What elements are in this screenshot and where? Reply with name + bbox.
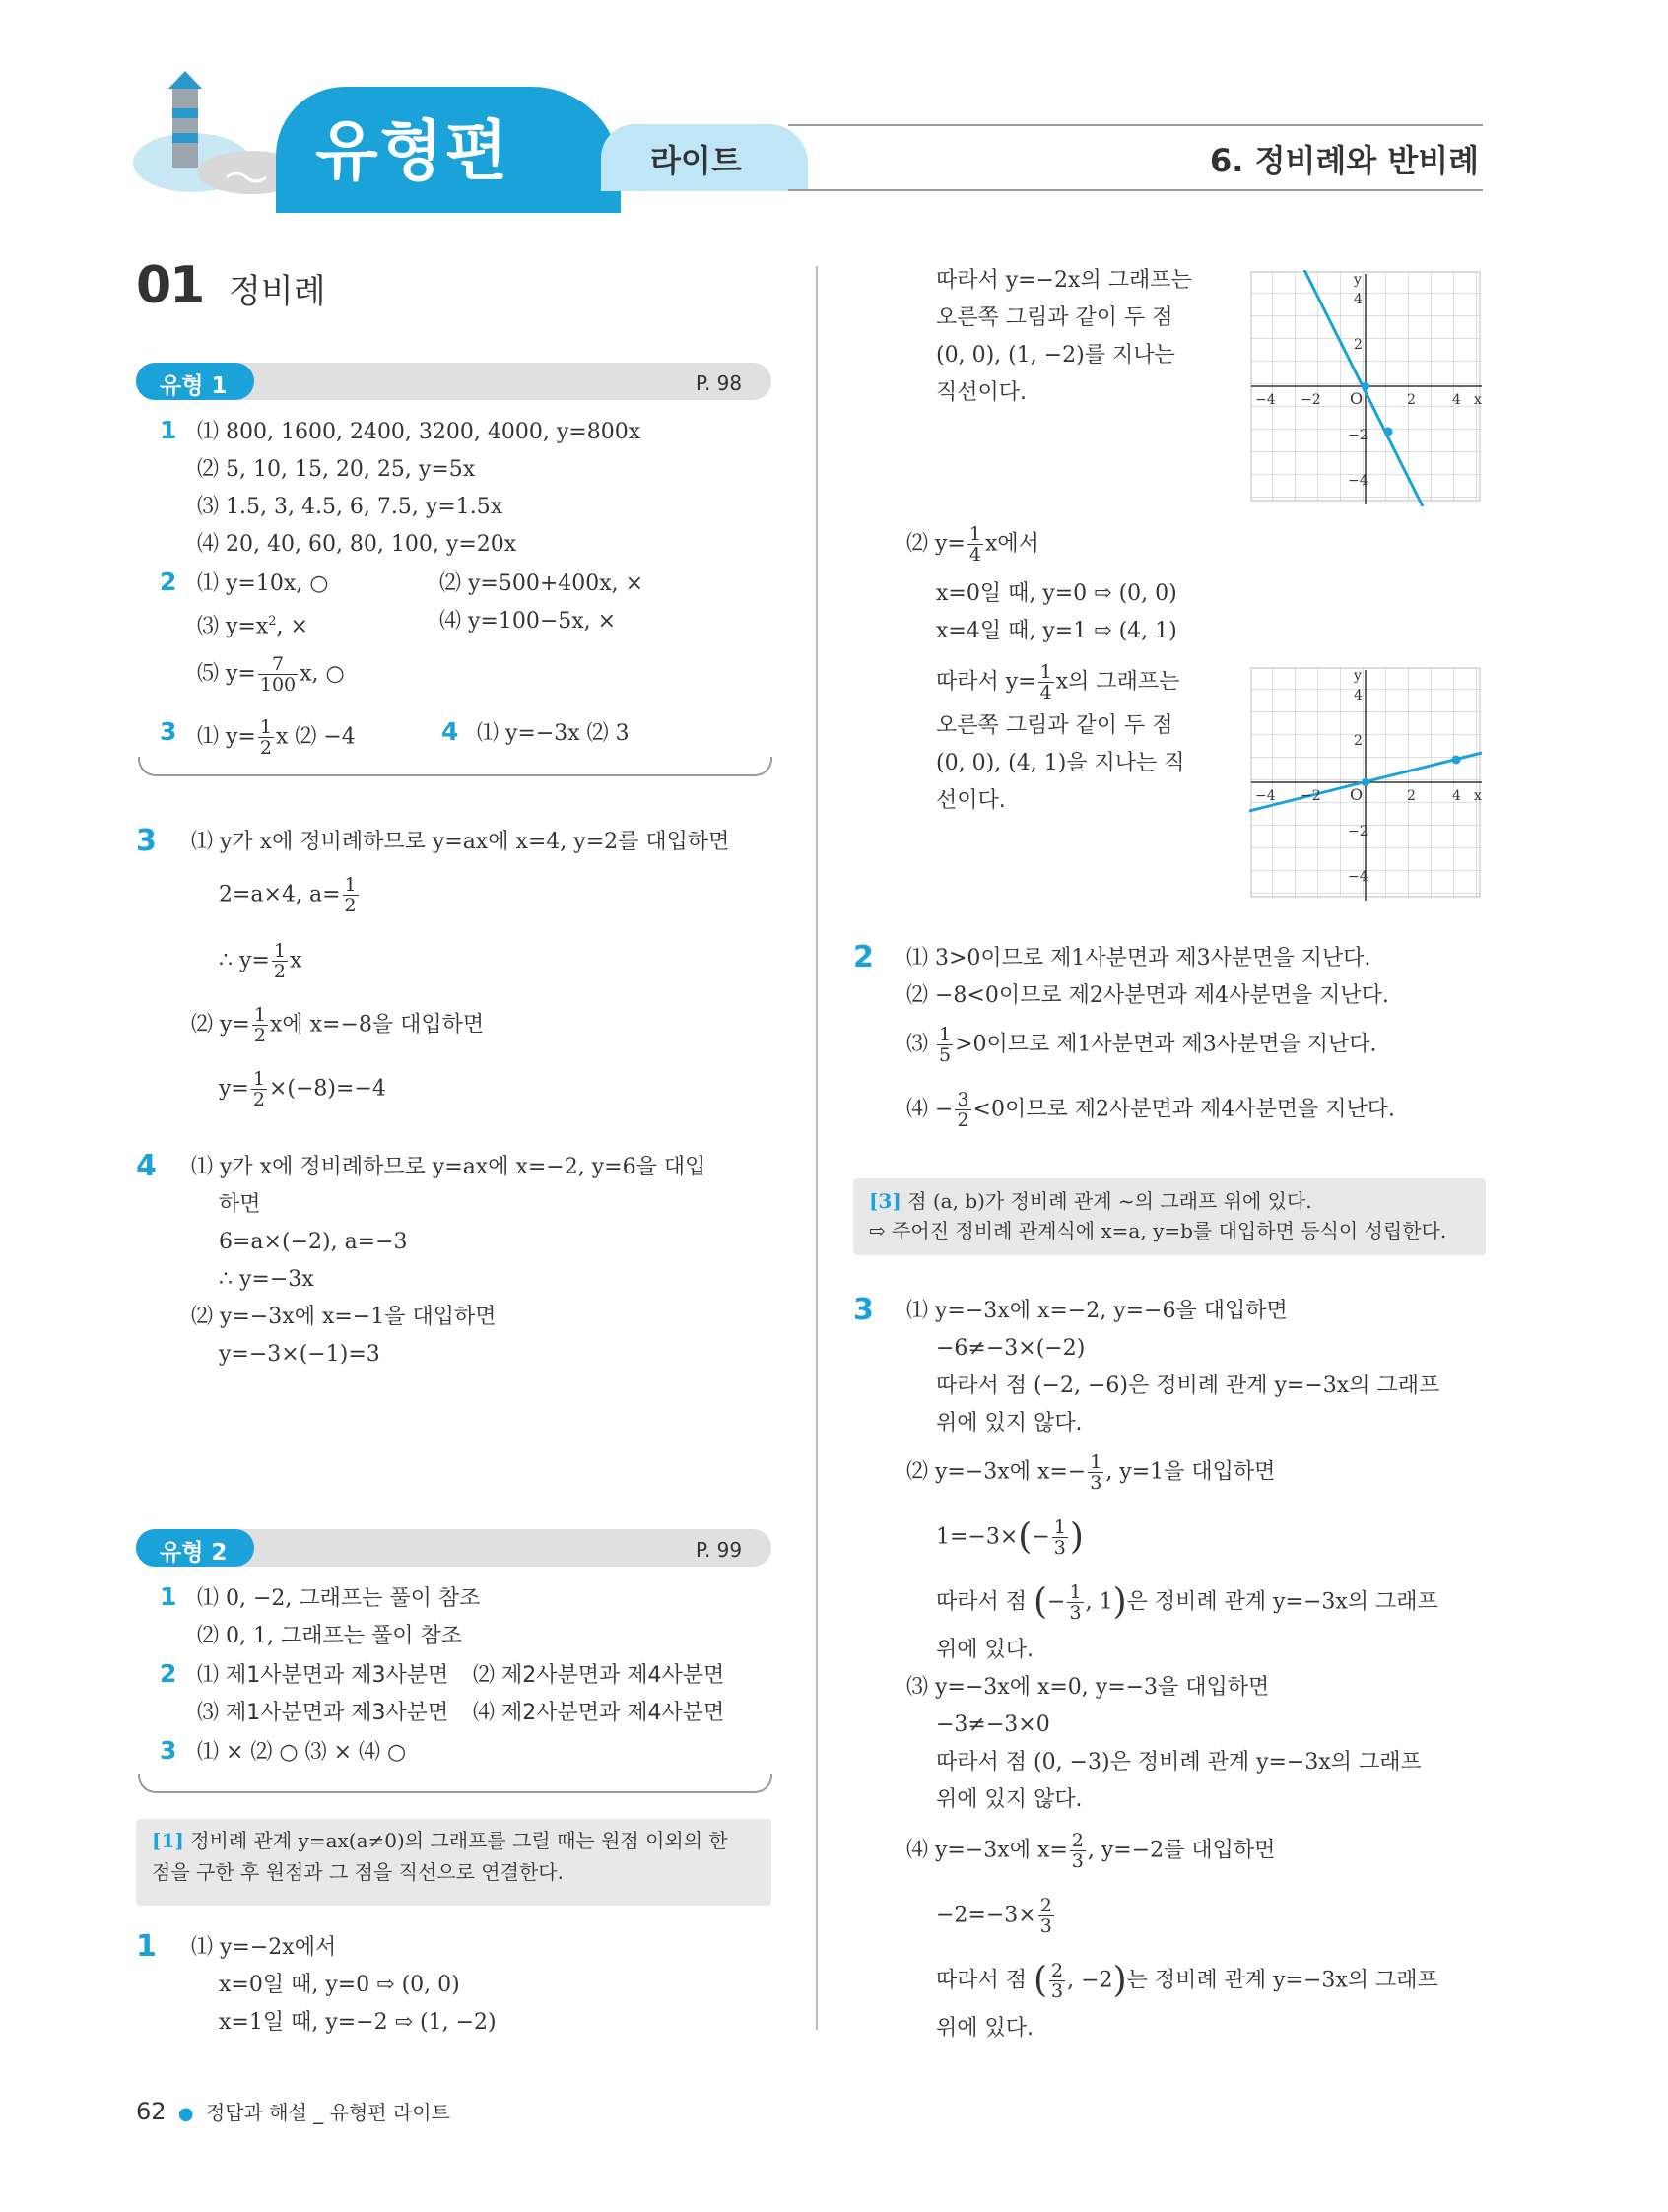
sol1-r1: 따라서 y=−2x의 그래프는 bbox=[936, 268, 1192, 293]
footer bbox=[136, 2097, 450, 2125]
header-rule bbox=[788, 124, 1483, 126]
sol1-r11: 선이다. bbox=[936, 788, 1006, 813]
sol1-l1: ⑴ y=−2x에서 bbox=[191, 1935, 337, 1960]
sol3r-l16: 위에 있다. bbox=[936, 2016, 1034, 2041]
sol3r-l14: −2=−3× $\frac{2}{3}$ bbox=[936, 1895, 1052, 1937]
graph2-x-label: x bbox=[1474, 788, 1482, 804]
type2-q3: ⑴ × ⑵ ○ ⑶ × ⑷ ○ bbox=[197, 1740, 407, 1765]
graph2-tick-x2: 2 bbox=[1407, 788, 1416, 804]
type2-q3-num: 3 bbox=[160, 1736, 177, 1765]
type1-q1-4: ⑷ 20, 40, 60, 80, 100, y=20x bbox=[197, 532, 517, 557]
type2-q1-1: ⑴ 0, −2, 그래프는 풀이 참조 bbox=[197, 1586, 481, 1611]
graph2-origin-point bbox=[1362, 778, 1369, 786]
type1-q2-2: ⑵ y=500+400x, × bbox=[439, 571, 644, 596]
graph1-point-1-m2 bbox=[1384, 428, 1393, 436]
sol3r-l9: ⑶ y=−3x에 x=0, y=−3을 대입하면 bbox=[906, 1675, 1270, 1700]
graph2-tick-y2: 2 bbox=[1354, 733, 1363, 749]
tip3-line2: ⇨ 주어진 정비례 관계식에 x=a, y=b를 대입하면 등식이 성립한다. bbox=[869, 1219, 1447, 1242]
sol3r-l3: 따라서 점 (−2, −6)은 정비례 관계 y=−3x의 그래프 bbox=[936, 1374, 1440, 1398]
section-number: 01 bbox=[136, 256, 204, 315]
header-rule-bottom bbox=[788, 189, 1483, 191]
sol1-r5: ⑵ y= $\frac{1}{4}$ x에서 bbox=[906, 523, 1039, 566]
sol3r-l1: ⑴ y=−3x에 x=−2, y=−6을 대입하면 bbox=[906, 1299, 1288, 1323]
header-banner bbox=[0, 0, 1668, 227]
sol1-r4: 직선이다. bbox=[936, 380, 1028, 405]
chapter-title: 6. 정비례와 반비례 bbox=[1210, 142, 1480, 179]
type1-q2-4: ⑷ y=100−5x, × bbox=[439, 609, 617, 634]
graph1-tick-y4: 4 bbox=[1354, 292, 1363, 307]
sol2-l3: ⑶ $\frac{1}{5}$ >0이므로 제1사분면과 제3사분면을 지난다. bbox=[906, 1024, 1377, 1066]
type2-q2-4: ⑷ 제2사분면과 제4사분면 bbox=[473, 1701, 725, 1725]
type2-q1-2: ⑵ 0, 1, 그래프는 풀이 참조 bbox=[197, 1624, 462, 1648]
sol3r-l15: 따라서 점 ( $\frac{2}{3}$ , −2)는 정비례 관계 y=−3x의 그래프 bbox=[936, 1960, 1438, 2002]
type1-q1-3: ⑶ 1.5, 3, 4.5, 6, 7.5, y=1.5x bbox=[197, 495, 503, 519]
sol3r-num: 3 bbox=[853, 1293, 874, 1327]
tip3-line1: [3] 점 (a, b)가 정비례 관계 ~의 그래프 위에 있다. bbox=[869, 1189, 1312, 1213]
sol1-r6: x=0일 때, y=0 ⇨ (0, 0) bbox=[936, 581, 1177, 606]
sol3r-l4: 위에 있지 않다. bbox=[936, 1411, 1083, 1436]
column-divider bbox=[816, 266, 818, 2030]
type1-q4-num: 4 bbox=[441, 717, 459, 746]
sol1-r10: (0, 0), (4, 1)을 지나는 직 bbox=[936, 751, 1185, 775]
tip1-line1: [1] 정비례 관계 y=ax(a≠0)의 그래프를 그릴 때는 원점 이외의 한 bbox=[152, 1829, 728, 1852]
sol3r-l8: 위에 있다. bbox=[936, 1638, 1034, 1662]
graph2-tick-ym4: −4 bbox=[1348, 869, 1368, 885]
type1-q2-3: ⑶ $y=x^2$, × bbox=[197, 614, 308, 639]
page-number: 62 bbox=[136, 2098, 167, 2125]
graph1-tick-xm2: −2 bbox=[1301, 392, 1321, 408]
tip3-box bbox=[853, 1178, 1486, 1255]
sol4-l1: ⑴ y가 x에 정비례하므로 y=ax에 x=−2, y=6을 대입 bbox=[191, 1155, 706, 1179]
sol1-l3: x=1일 때, y=−2 ⇨ (1, −2) bbox=[219, 2010, 497, 2035]
type1-box-bottom bbox=[138, 757, 772, 776]
sol4-l2: 하면 bbox=[219, 1192, 261, 1217]
graph2-point-4-1 bbox=[1452, 756, 1461, 765]
sol3-num: 3 bbox=[136, 824, 157, 858]
sol2-l1: ⑴ 3>0이므로 제1사분면과 제3사분면을 지난다. bbox=[906, 946, 1371, 971]
sol3r-l5: ⑵ y=−3x에 x=− $\frac{1}{3}$ , y=1을 대입하면 bbox=[906, 1451, 1276, 1494]
sol4-l4: ∴ y=−3x bbox=[219, 1267, 314, 1292]
graph2-tick-y4: 4 bbox=[1354, 688, 1363, 704]
sol3r-l2: −6≠−3×(−2) bbox=[936, 1336, 1086, 1361]
graph1-tick-ym4: −4 bbox=[1348, 473, 1368, 489]
footer-dot-icon: ● bbox=[177, 2104, 194, 2124]
type2-q2-2: ⑵ 제2사분면과 제4사분면 bbox=[473, 1663, 725, 1688]
sol2-l4: ⑷ − $\frac{3}{2}$ <0이므로 제2사분면과 제4사분면을 지난다. bbox=[906, 1089, 1395, 1131]
graph1-tick-xm4: −4 bbox=[1255, 392, 1276, 408]
sol3-l2: 2=a×4, a= $\frac{1}{2}$ bbox=[219, 874, 357, 916]
sol3-l5: y= $\frac{1}{2}$ ×(−8)=−4 bbox=[219, 1068, 386, 1110]
sol1-r7: x=4일 때, y=1 ⇨ (4, 1) bbox=[936, 619, 1177, 643]
page-title: 유형편 bbox=[315, 113, 510, 189]
sol4-l3: 6=a×(−2), a=−3 bbox=[219, 1230, 408, 1254]
type1-page: P. 98 bbox=[696, 371, 743, 395]
sol2-l2: ⑵ −8<0이므로 제2사분면과 제4사분면을 지난다. bbox=[906, 983, 1389, 1008]
sol1-r9: 오른쪽 그림과 같이 두 점 bbox=[936, 713, 1173, 738]
graph1-origin-point bbox=[1362, 382, 1369, 390]
graph1-tick-ym2: −2 bbox=[1348, 428, 1368, 443]
sol3r-l13: ⑷ y=−3x에 x= $\frac{2}{3}$ , y=−2를 대입하면 bbox=[906, 1830, 1276, 1872]
graph-y-minus-2x bbox=[1249, 270, 1486, 506]
sol3r-l11: 따라서 점 (0, −3)은 정비례 관계 y=−3x의 그래프 bbox=[936, 1750, 1422, 1775]
graph-y-quarter-x bbox=[1249, 666, 1486, 903]
type1-q3-num: 3 bbox=[160, 717, 177, 746]
sol1-r8: 따라서 y= $\frac{1}{4}$ x의 그래프는 bbox=[936, 661, 1180, 704]
tip1-line2: 점을 구한 후 원점과 그 점을 직선으로 연결한다. bbox=[152, 1860, 564, 1884]
tip1-box bbox=[136, 1819, 771, 1906]
type1-q4: ⑴ y=−3x ⑵ 3 bbox=[477, 721, 630, 746]
type1-q2-5: ⑸ y= $\frac{7}{100}$ x, ○ bbox=[197, 653, 345, 696]
sol3r-l6: 1=−3×(− $\frac{1}{3}$ ) bbox=[936, 1516, 1084, 1559]
sol3r-l12: 위에 있지 않다. bbox=[936, 1787, 1083, 1812]
sol4-l5: ⑵ y=−3x에 x=−1을 대입하면 bbox=[191, 1305, 497, 1329]
graph2-tick-xm4: −4 bbox=[1255, 788, 1276, 804]
sol4-l6: y=−3×(−1)=3 bbox=[219, 1342, 380, 1367]
graph1-origin: O bbox=[1350, 389, 1364, 408]
sol1-num: 1 bbox=[136, 1929, 157, 1964]
graph2-tick-ym2: −2 bbox=[1348, 824, 1368, 839]
type2-q2-3: ⑶ 제1사분면과 제3사분면 bbox=[197, 1701, 449, 1725]
type2-page: P. 99 bbox=[696, 1538, 743, 1562]
type1-q1-2: ⑵ 5, 10, 15, 20, 25, y=5x bbox=[197, 457, 476, 482]
sol1-l2: x=0일 때, y=0 ⇨ (0, 0) bbox=[219, 1973, 460, 1997]
graph1-x-label: x bbox=[1474, 392, 1482, 408]
sol3-l4: ⑵ y= $\frac{1}{2}$ x에 x=−8을 대입하면 bbox=[191, 1004, 485, 1046]
sol2-num: 2 bbox=[853, 940, 874, 974]
graph2-tick-x4: 4 bbox=[1452, 788, 1461, 804]
type1-q2-1: ⑴ y=10x, ○ bbox=[197, 571, 329, 596]
graph1-tick-x4: 4 bbox=[1452, 392, 1461, 408]
type1-q2-num: 2 bbox=[160, 568, 177, 596]
graph1-y-label: y bbox=[1354, 272, 1362, 288]
type2-label: 유형 2 bbox=[160, 1540, 228, 1566]
type2-q1-num: 1 bbox=[160, 1582, 177, 1611]
graph1-tick-x2: 2 bbox=[1407, 392, 1416, 408]
sol3r-l10: −3≠−3×0 bbox=[936, 1712, 1050, 1737]
graph2-tick-xm2: −2 bbox=[1301, 788, 1321, 804]
type2-q2-num: 2 bbox=[160, 1659, 177, 1688]
type1-label: 유형 1 bbox=[160, 373, 228, 399]
sol3r-l7: 따라서 점 (− $\frac{1}{3}$ , 1)은 정비례 관계 y=−3x의 그래프 bbox=[936, 1581, 1438, 1624]
type1-q1-num: 1 bbox=[160, 416, 177, 444]
sol4-num: 4 bbox=[136, 1149, 157, 1183]
graph2-y-label: y bbox=[1354, 668, 1362, 684]
sol1-r2: 오른쪽 그림과 같이 두 점 bbox=[936, 305, 1173, 330]
type2-box-bottom bbox=[138, 1774, 772, 1793]
sol1-r3: (0, 0), (1, −2)를 지나는 bbox=[936, 343, 1175, 368]
type1-q3: ⑴ y= $\frac{1}{2}$ x ⑵ −4 bbox=[197, 716, 356, 759]
level-label: 라이트 bbox=[650, 142, 742, 179]
type1-q1-1: ⑴ 800, 1600, 2400, 3200, 4000, y=800x bbox=[197, 420, 641, 444]
sol3-l1: ⑴ y가 x에 정비례하므로 y=ax에 x=4, y=2를 대입하면 bbox=[191, 830, 730, 854]
graph2-origin: O bbox=[1350, 785, 1364, 804]
section-title: 정비례 bbox=[229, 272, 326, 311]
type2-q2-1: ⑴ 제1사분면과 제3사분면 bbox=[197, 1663, 449, 1688]
graph1-tick-y2: 2 bbox=[1354, 337, 1363, 353]
sol3-l3: ∴ y= $\frac{1}{2}$ x bbox=[219, 940, 302, 982]
footer-text: 정답과 해설 _ 유형편 라이트 bbox=[205, 2101, 450, 2124]
